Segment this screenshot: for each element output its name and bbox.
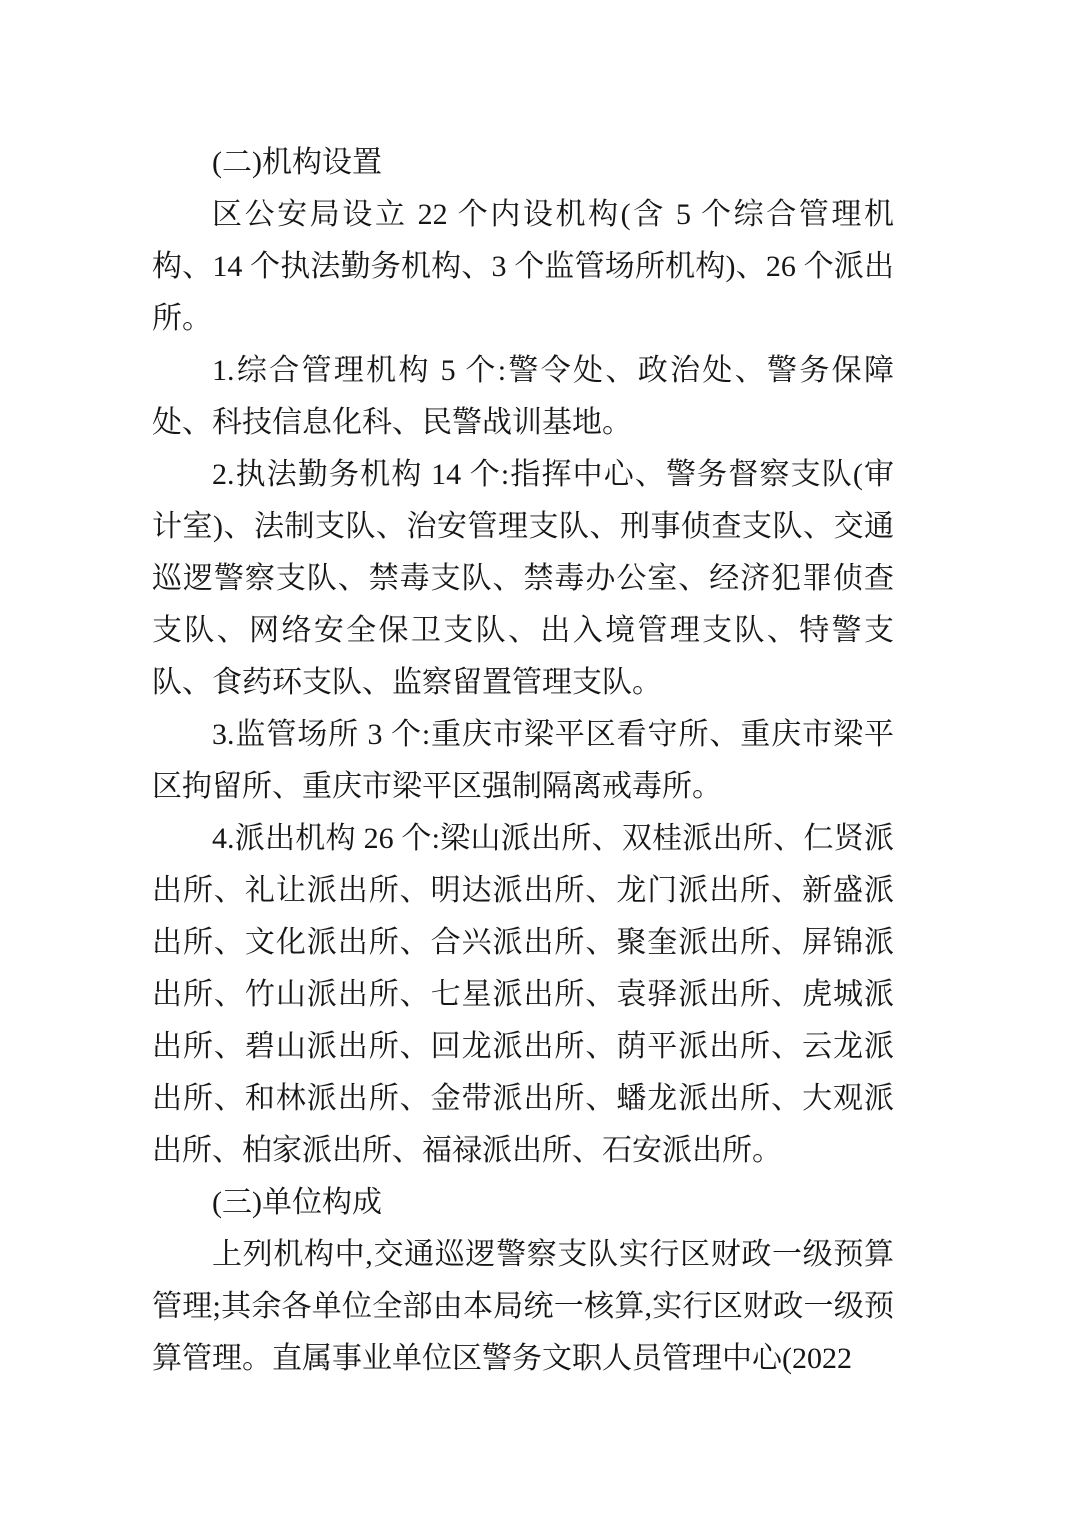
section-heading-unit-composition: (三)单位构成: [212, 1186, 382, 1219]
section-heading-organization-setup: (二)机构设置: [212, 146, 382, 179]
paragraph-custody-facilities: 3.监管场所 3 个:重庆市梁平区看守所、重庆市梁平区拘留所、重庆市梁平区强制隔离戒毒所。: [152, 718, 894, 803]
paragraph-organization-overview: 区公安局设立 22 个内设机构(含 5 个综合管理机构、14 个执法勤务机构、3 个监管场所机构)、26 个派出所。: [152, 198, 894, 335]
paragraph-unit-composition-body: 上列机构中,交通巡逻警察支队实行区财政一级预算管理;其余各单位全部由本局统一核算,实行区财政一级预算管理。直属事业单位区警务文职人员管理中心(2022: [152, 1238, 894, 1375]
paragraph-police-stations-list: 4.派出机构 26 个:梁山派出所、双桂派出所、仁贤派出所、礼让派出所、明达派出所、龙门派出所、新盛派出所、文化派出所、合兴派出所、聚奎派出所、屏锦派出所、竹山派出所、七星派出所、袁驿派出所、虎城派出所、碧山派出所、回龙派出所、荫平派出所、云龙派出所、和林派出所、金带派出所、蟠龙派出所、大观派出所、柏家派出所、福禄派出所、石安派出所。: [152, 822, 894, 1167]
paragraph-comprehensive-management-organs: 1.综合管理机构 5 个:警令处、政治处、警务保障处、科技信息化科、民警战训基地。: [152, 354, 894, 439]
paragraph-law-enforcement-duty-organs: 2.执法勤务机构 14 个:指挥中心、警务督察支队(审计室)、法制支队、治安管理支队、刑事侦查支队、交通巡逻警察支队、禁毒支队、禁毒办公室、经济犯罪侦查支队、网络安全保卫支队、出入境管理支队、特警支队、食药环支队、监察留置管理支队。: [152, 458, 894, 699]
